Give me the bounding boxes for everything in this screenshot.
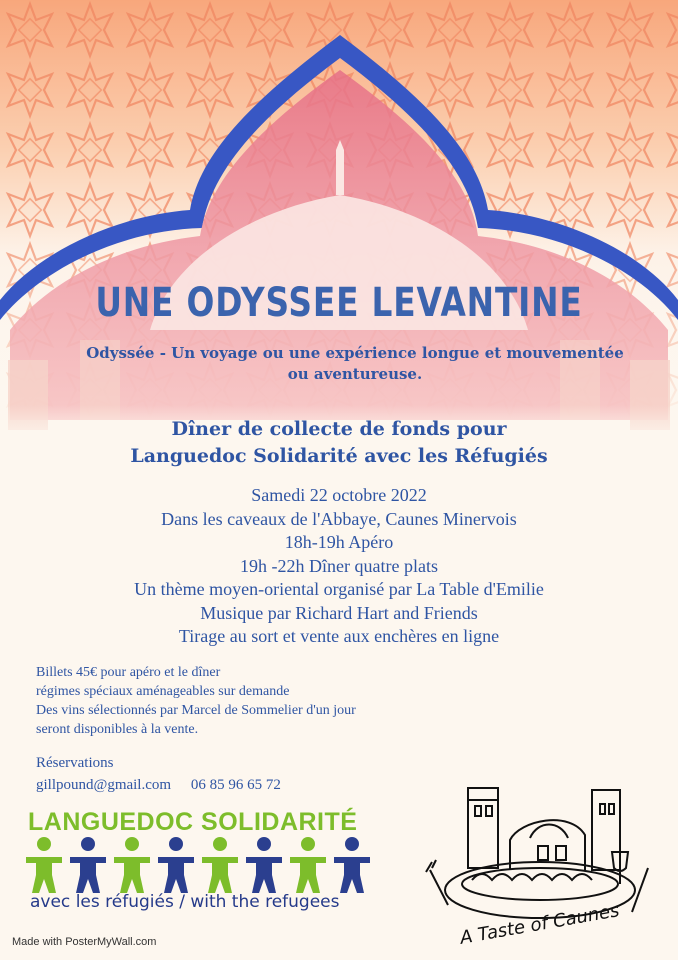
footer-credit[interactable]: Made with PosterMyWall.com <box>12 936 157 948</box>
contact-email[interactable]: gillpound@gmail.com <box>36 777 172 793</box>
event-subtitle <box>60 343 650 385</box>
heading-line-1: Dîner de collecte de fonds pour <box>171 418 507 440</box>
contact-row <box>36 774 297 796</box>
detail-date: Samedi 22 octobre 2022 <box>251 485 427 505</box>
contact-phone[interactable]: 06 85 96 65 72 <box>190 777 281 793</box>
event-details <box>0 484 678 649</box>
person-icon-blue <box>246 837 282 893</box>
org-logo-name: LANGUEDOC SOLIDARITÉ <box>28 808 358 836</box>
ticket-info <box>36 663 356 739</box>
ticket-line-sale: seront disponibles à la vente. <box>36 722 199 737</box>
person-icon-blue <box>70 837 106 893</box>
ticket-line-diet: régimes spéciaux aménageables sur demande <box>36 684 290 699</box>
ticket-line-wine: Des vins sélectionnés par Marcel de Sommelier d'un jour <box>36 703 356 718</box>
person-icon-green <box>290 837 326 893</box>
event-title: UNE ODYSSEE LEVANTINE <box>95 280 583 326</box>
taste-of-caunes-logo <box>420 780 660 950</box>
people-chain-icon <box>22 835 378 895</box>
heading-line-2: Languedoc Solidarité avec les Réfugiés <box>130 445 548 467</box>
reservation-contact <box>36 752 297 796</box>
person-icon-blue <box>334 837 370 893</box>
taste-of-caunes-text: A Taste of Caunes <box>458 900 621 949</box>
event-heading <box>0 416 678 470</box>
person-icon-green <box>202 837 238 893</box>
detail-theme: Un thème moyen-oriental organisé par La Table d'Emilie <box>134 579 544 599</box>
detail-music: Musique par Richard Hart and Friends <box>200 602 478 623</box>
person-icon-green <box>26 837 62 893</box>
reservation-label: Réservations <box>36 755 114 771</box>
ticket-line-price: Billets 45€ pour apéro et le dîner <box>36 665 221 680</box>
person-icon-green <box>114 837 150 893</box>
person-icon-blue <box>158 837 194 893</box>
detail-apero: 18h-19h Apéro <box>284 532 394 552</box>
detail-auction: Tirage au sort et vente aux enchères en ligne <box>178 626 500 646</box>
subtitle-line-2: ou aventureuse. <box>287 365 423 383</box>
detail-dinner: 19h -22h Dîner quatre plats <box>240 555 438 576</box>
detail-venue: Dans les caveaux de l'Abbaye, Caunes Minervois <box>161 508 517 529</box>
org-logo-tagline: avec les réfugiés / with the refugees <box>30 892 340 912</box>
subtitle-line-1: Odyssée - Un voyage ou une expérience longue et mouvementée <box>86 344 624 362</box>
